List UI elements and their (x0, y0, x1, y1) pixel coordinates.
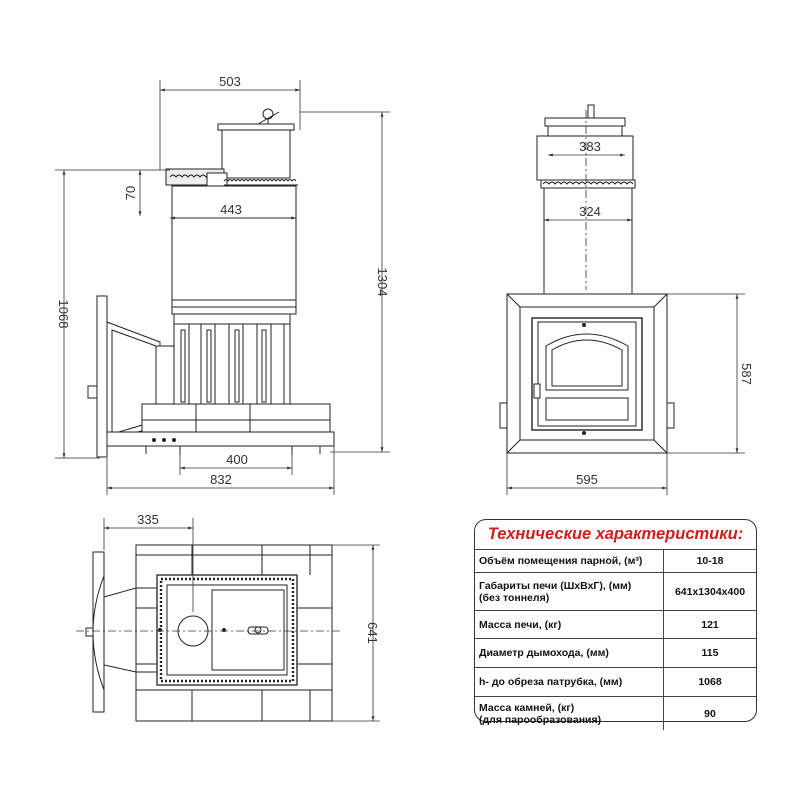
dim-front-body-height: 587 (739, 363, 754, 385)
side-view (88, 109, 334, 457)
table-row (475, 639, 756, 668)
spec-label (475, 573, 664, 611)
spec-label (475, 550, 664, 573)
dim-side-height-h: 1068 (56, 299, 71, 329)
dim-top-offset: 335 (137, 512, 159, 527)
spec-label (475, 611, 664, 639)
spec-label-line: Объём помещения парной, (м³) (479, 555, 643, 567)
spec-label-subline: (без тоннеля) (479, 591, 550, 604)
dim-front-tank-top: 383 (579, 139, 601, 154)
table-row (475, 697, 756, 731)
dim-side-base-inner: 400 (226, 452, 248, 467)
table-row (475, 573, 756, 611)
lid-handle (263, 109, 273, 119)
table-row (475, 668, 756, 697)
dim-front-tank-body: 324 (579, 204, 601, 219)
spec-label-line: Диаметр дымохода, (мм) (479, 647, 609, 659)
dim-side-width-top: 503 (219, 74, 241, 89)
spec-label (475, 697, 664, 731)
spec-label-line: Масса печи, (кг) (479, 618, 562, 631)
dim-front-width: 595 (576, 472, 598, 487)
spec-label-line: Масса камней, (кг) (479, 701, 575, 714)
spec-value: 121 (664, 611, 757, 639)
specs-table (475, 549, 756, 730)
table-row (475, 611, 756, 639)
spec-value: 10-18 (664, 550, 757, 573)
front-view (500, 105, 674, 453)
spec-value: 115 (664, 639, 757, 668)
spec-value: 1068 (664, 668, 757, 697)
dim-top-depth: 641 (365, 622, 380, 644)
specs-panel (474, 519, 757, 726)
spec-label-line: Габариты печи (ШхВхГ), (мм) (479, 579, 632, 592)
dim-side-base-total: 832 (210, 472, 232, 487)
spec-label (475, 639, 664, 668)
spec-label-line: h- до обреза патрубка, (мм) (479, 676, 623, 688)
specs-title: Технические характеристики: (487, 525, 744, 543)
table-row (475, 550, 756, 573)
dim-side-shelf: 70 (123, 185, 138, 201)
top-view (86, 545, 332, 721)
spec-label (475, 668, 664, 697)
spec-value: 90 (664, 697, 757, 731)
spec-label-subline: (для парообразования) (479, 713, 602, 726)
spec-value: 641х1304х400 (664, 573, 757, 611)
dim-side-tank-width: 443 (220, 202, 242, 217)
dim-side-height-total: 1304 (375, 267, 390, 297)
